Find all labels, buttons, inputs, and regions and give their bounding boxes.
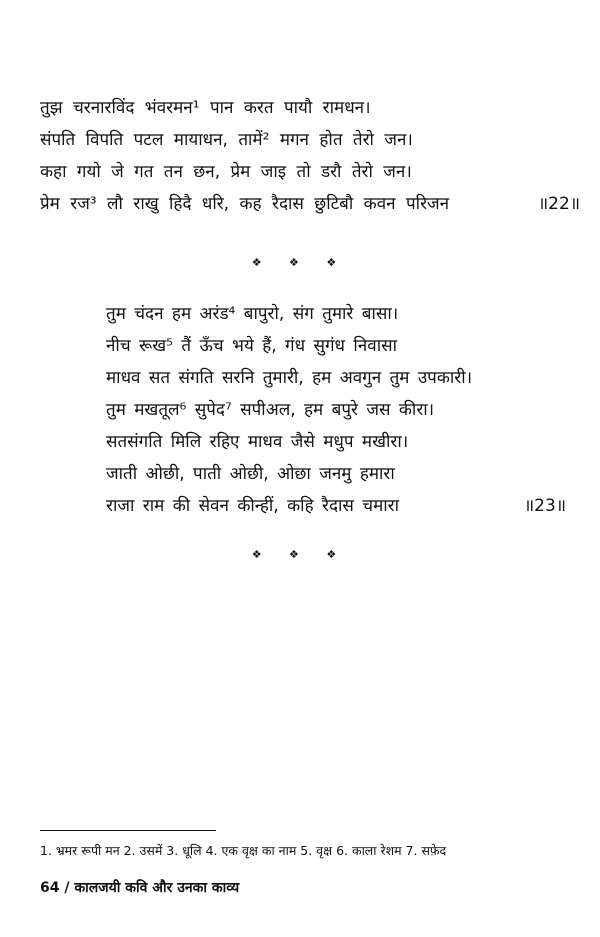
verse-line — [40, 188, 580, 220]
verse-line — [106, 330, 566, 362]
verse-line — [40, 92, 580, 124]
verse-text: माधव सत संगति सरनि तुमारी, हम अवगुन तुम उपकारी। — [106, 368, 473, 388]
verse-text: प्रेम रज³ लौ राखु हिदै धरि, कह रैदास छुटिबौ कवन परिजन — [40, 194, 450, 214]
verse-text: कहा गयो जे गत तन छन, प्रेम जाइ तो डरौ तेरो जन। — [40, 162, 412, 182]
footnotes: 1. भ्रमर रूपी मन 2. उसमें 3. धूलि 4. एक वृक्ष का नाम 5. वृक्ष 6. काला रेशम 7. सफ़ेद — [40, 843, 447, 858]
page-footer — [40, 878, 540, 897]
verse-line — [106, 394, 566, 426]
ornament-divider: ❖ ❖ ❖ — [251, 256, 349, 269]
verse-line — [106, 362, 566, 394]
ornament-divider: ❖ ❖ ❖ — [251, 548, 349, 561]
verse-line — [106, 298, 566, 330]
footnote-rule — [40, 830, 216, 831]
footer-separator: / — [64, 880, 70, 896]
verse-text: जाती ओछी, पाती ओछी, ओछा जनमु हमारा — [106, 464, 395, 484]
verse-text: तुम चंदन हम अरंड⁴ बापुरो, संग तुमारे बासा। — [106, 304, 399, 324]
verse-line — [106, 490, 566, 522]
book-title: कालजयी कवि और उनका काव्य — [74, 880, 240, 896]
verse-number: ॥22॥ — [538, 194, 580, 214]
verse-text: तुम मखतूल⁶ सुपेद⁷ सपीअल, हम बपुरे जस कीरा। — [106, 400, 435, 420]
verse-text: राजा राम की सेवन कीन्हीं, कहि रैदास चमारा — [106, 496, 400, 516]
stanza-22 — [40, 92, 580, 220]
verse-text: तुझ चरनारविंद भंवरमन¹ पान करत पायौ रामधन। — [40, 98, 371, 118]
verse-number: ॥23॥ — [524, 496, 566, 516]
verse-line — [40, 156, 580, 188]
verse-text: नीच रूख⁵ तैं ऊँच भये हैं, गंध सुगंध निवासा — [106, 336, 397, 356]
stanza-23 — [106, 298, 566, 522]
verse-text: संपति विपति पटल मायाधन, तामें² मगन होत तेरो जन। — [40, 130, 413, 150]
page-number: 64 — [40, 880, 60, 896]
verse-text: सतसंगति मिलि रहिए माधव जैसे मधुप मखीरा। — [106, 432, 409, 452]
verse-line — [106, 426, 566, 458]
verse-line — [106, 458, 566, 490]
verse-line — [40, 124, 580, 156]
